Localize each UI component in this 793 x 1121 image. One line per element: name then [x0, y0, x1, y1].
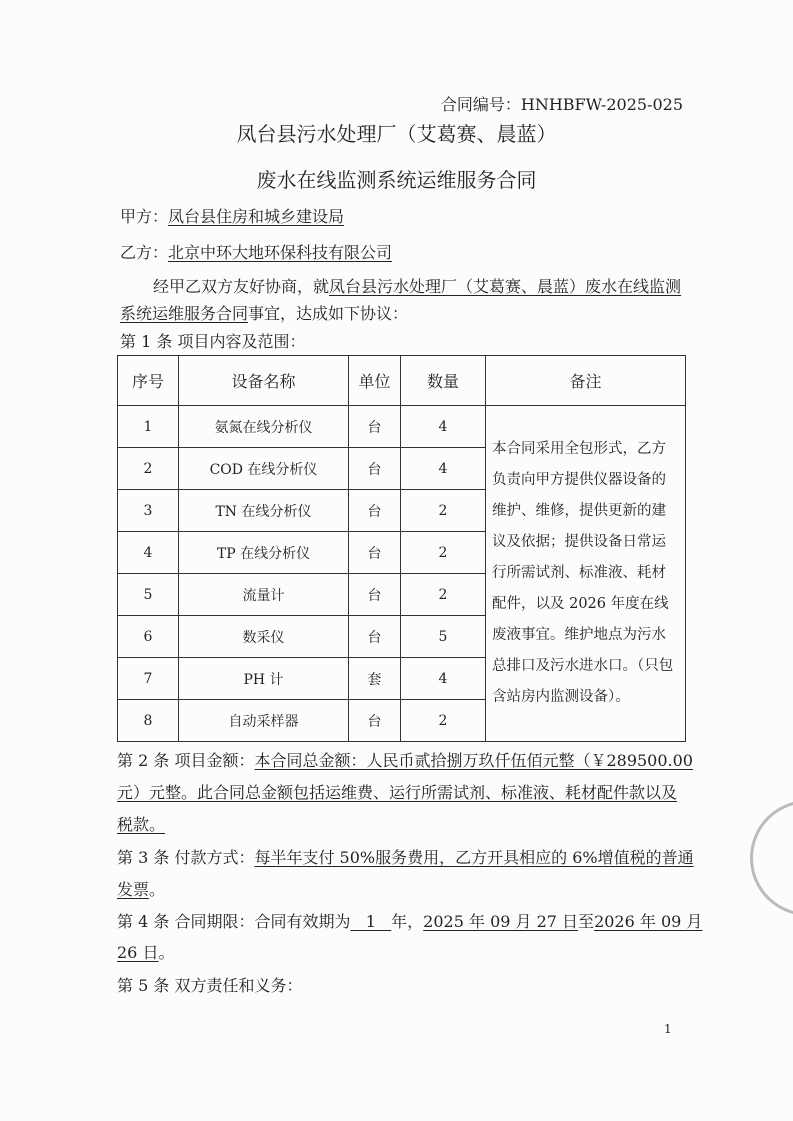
party-b — [120, 240, 392, 263]
contract-years: 1 — [350, 912, 392, 931]
article-4-line-1 — [117, 909, 702, 932]
article-2-line-2 — [117, 780, 677, 803]
cell: 2 — [118, 448, 179, 490]
article-2-label: 第 2 条 项目金额： — [117, 751, 255, 770]
cell: 5 — [118, 574, 179, 616]
cell: 台 — [349, 406, 401, 448]
cell: 台 — [349, 448, 401, 490]
title-line-1: 凤台县污水处理厂（艾葛赛、晨蓝） — [236, 122, 557, 146]
cell: 7 — [118, 658, 179, 700]
cell: 台 — [349, 490, 401, 532]
cell: 2 — [401, 700, 486, 742]
cell: PH 计 — [179, 658, 349, 700]
intro-line-1 — [153, 274, 681, 297]
table-header — [118, 356, 686, 406]
cell: 4 — [401, 448, 486, 490]
article-4-text: 至 — [578, 912, 595, 931]
seal-stamp — [750, 800, 793, 916]
cell: 氨氮在线分析仪 — [179, 406, 349, 448]
cell: 6 — [118, 616, 179, 658]
party-a-name: 凤台县住房和城乡建设局 — [168, 207, 345, 226]
article-1-heading: 第 1 条 项目内容及范围： — [120, 332, 306, 351]
article-4-text: 年， — [391, 912, 424, 931]
article-2-text: 元）元整。此合同总金额包括运维费、运行所需试剂、标准液、耗材配件款以及 — [117, 783, 678, 802]
cell: COD 在线分析仪 — [179, 448, 349, 490]
header-unit: 单位 — [349, 356, 401, 406]
intro-project: 凤台县污水处理厂（艾葛赛、晨蓝）废水在线监测 — [329, 277, 682, 296]
cell: 4 — [401, 406, 486, 448]
article-3-text: 发票 — [117, 880, 150, 899]
cell: 2 — [401, 574, 486, 616]
cell: 1 — [118, 406, 179, 448]
start-date: 2025 年 09 月 27 日 — [423, 912, 579, 931]
cell: 4 — [118, 532, 179, 574]
table-row — [118, 406, 686, 448]
header-qty: 数量 — [401, 356, 486, 406]
header-index: 序号 — [118, 356, 179, 406]
equipment-table — [117, 355, 686, 742]
article-3-line-1 — [117, 845, 694, 868]
cell: 5 — [401, 616, 486, 658]
article-2-text: 税款。 — [117, 815, 166, 834]
cell: 2 — [401, 490, 486, 532]
intro-text: 经甲乙双方友好协商，就 — [153, 277, 330, 296]
cell: TN 在线分析仪 — [179, 490, 349, 532]
contract-number: 合同编号：HNHBFW-2025-025 — [440, 95, 683, 114]
article-2-line-1 — [117, 748, 693, 771]
cell: 套 — [349, 658, 401, 700]
cell: 流量计 — [179, 574, 349, 616]
article-3-label: 第 3 条 付款方式： — [117, 848, 255, 867]
party-a-label: 甲方： — [120, 207, 169, 226]
intro-text-end: 事宜，达成如下协议： — [248, 304, 409, 323]
end-date: 2026 年 09 月 — [594, 912, 703, 931]
intro-project-cont: 系统运维服务合同 — [120, 304, 249, 323]
party-b-label: 乙方： — [120, 243, 169, 262]
page-number: 1 — [664, 1022, 672, 1036]
cell: TP 在线分析仪 — [179, 532, 349, 574]
party-a — [120, 204, 344, 227]
header-name: 设备名称 — [179, 356, 349, 406]
cell: 台 — [349, 616, 401, 658]
article-3-line-2: 发票。 — [117, 880, 166, 899]
article-4-label: 第 4 条 合同期限：合同有效期为 — [117, 912, 351, 931]
note-cell: 本合同采用全包形式，乙方负责向甲方提供仪器设备的维护、维修，提供更新的建议及依据；提供设备日常运行所需试剂、标准液、耗材配件，以及 2026 年度在线废液事宜。维护地点为污水总排口及污水进水口。（只包含站房内监测设备）。 — [486, 406, 686, 742]
article-5-heading: 第 5 条 双方责任和义务： — [117, 976, 303, 995]
article-4-line-2: 26 日。 — [117, 943, 175, 962]
cell: 2 — [401, 532, 486, 574]
end-date-cont: 26 日 — [117, 943, 159, 962]
title-line-2: 废水在线监测系统运维服务合同 — [256, 168, 537, 192]
cell: 4 — [401, 658, 486, 700]
article-2-text: 本合同总金额：人民币贰拾捌万玖仟伍佰元整（￥289500.00 — [254, 751, 693, 770]
cell: 3 — [118, 490, 179, 532]
intro-line-2 — [120, 301, 408, 324]
cell: 台 — [349, 532, 401, 574]
cell: 8 — [118, 700, 179, 742]
party-b-name: 北京中环大地环保科技有限公司 — [168, 243, 393, 262]
cell: 自动采样器 — [179, 700, 349, 742]
header-note: 备注 — [486, 356, 686, 406]
cell: 数采仪 — [179, 616, 349, 658]
cell: 台 — [349, 700, 401, 742]
cell: 台 — [349, 574, 401, 616]
article-2-line-3 — [117, 812, 165, 835]
article-3-text: 每半年支付 50%服务费用，乙方开具相应的 6%增值税的普通 — [254, 848, 694, 867]
